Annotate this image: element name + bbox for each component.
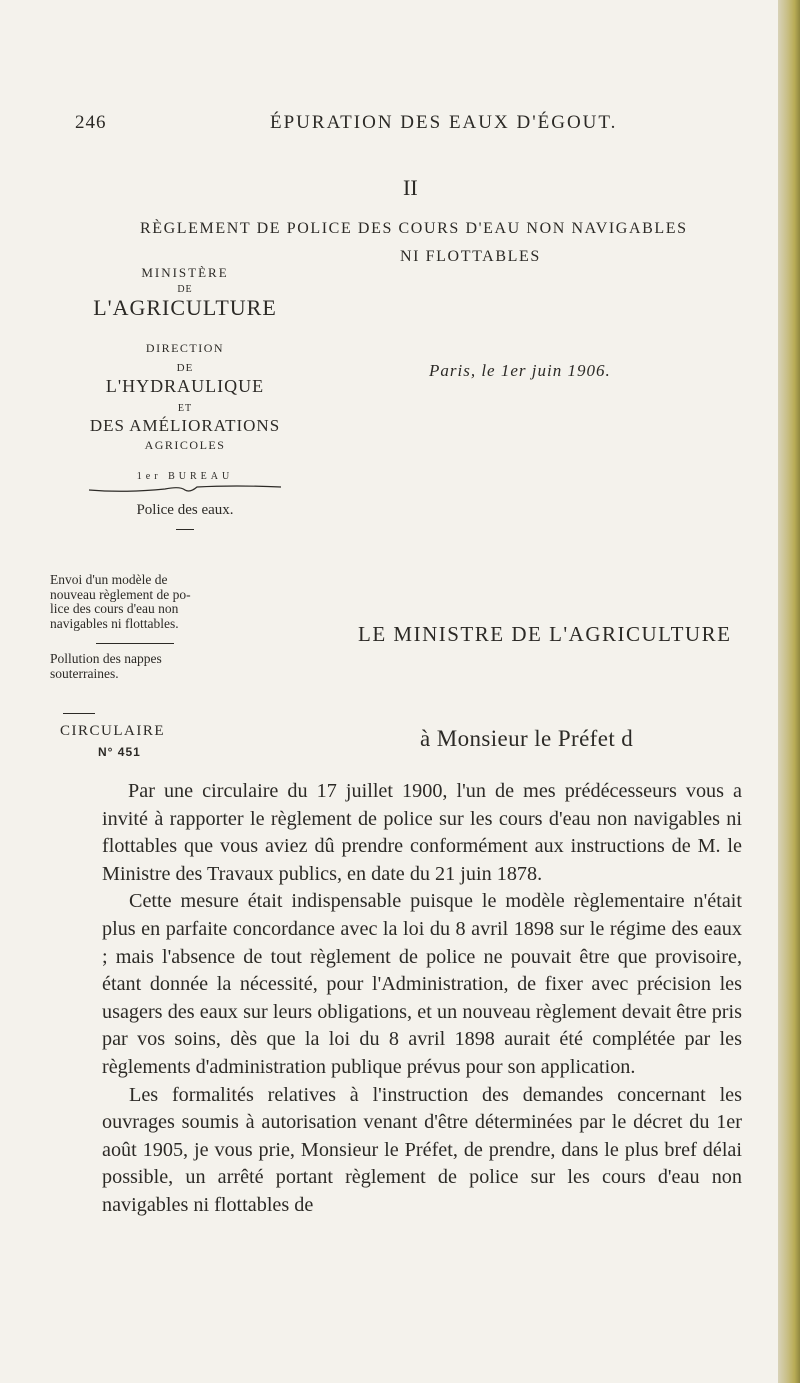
summary-line: Pollution des nappes bbox=[50, 651, 162, 666]
summary-line: lice des cours d'eau non bbox=[50, 601, 179, 616]
ministry-label: MINISTÈRE bbox=[141, 265, 229, 280]
running-title: ÉPURATION DES EAUX D'ÉGOUT. bbox=[270, 112, 618, 133]
summary-subject-2 bbox=[50, 652, 162, 681]
document-title-line-2: NI FLOTTABLES bbox=[400, 248, 541, 265]
ministry-name: L'AGRICULTURE bbox=[93, 295, 277, 320]
bureau-label: 1er BUREAU bbox=[136, 471, 234, 482]
letter-date: Paris, le 1er juin 1906. bbox=[429, 361, 611, 380]
summary-line: souterraines. bbox=[50, 665, 119, 681]
circular-number: N° 451 bbox=[98, 745, 141, 759]
body-paragraph: Par une circulaire du 17 juillet 1900, l'un de mes prédécesseurs vous a invité à rapporter le règlement de police sur les cours d'eau non navigables ni flottables que vous aviez dû prendre conformément aux instructions de M. le Ministre des Travaux publics, en date du 21 juin 1878. bbox=[102, 780, 742, 885]
direction-hydraulique: L'HYDRAULIQUE bbox=[105, 376, 265, 396]
divider bbox=[96, 643, 174, 644]
ministry-de: DE bbox=[177, 284, 193, 295]
letter-addressee: à Monsieur le Préfet d bbox=[420, 726, 634, 751]
circular-label: CIRCULAIRE bbox=[60, 723, 165, 739]
letter-body bbox=[102, 778, 742, 1220]
flourish-ornament-icon bbox=[85, 484, 285, 494]
summary-line: Envoi d'un modèle de bbox=[50, 572, 168, 587]
ministry-letterhead bbox=[40, 265, 330, 536]
divider bbox=[176, 529, 194, 530]
direction-ameliorations: DES AMÉLIORATIONS bbox=[89, 416, 281, 435]
service-label: Police des eaux. bbox=[136, 502, 234, 518]
summary-line: nouveau règlement de po- bbox=[50, 586, 191, 602]
document-title-line-1: RÈGLEMENT DE POLICE DES COURS D'EAU NON NAVIGABLES bbox=[140, 220, 688, 237]
section-number: II bbox=[403, 175, 418, 200]
direction-label: DIRECTION bbox=[145, 341, 225, 355]
divider bbox=[63, 713, 95, 714]
direction-et: ET bbox=[177, 403, 193, 414]
body-paragraph: Cette mesure était indispensable puisque le modèle règlementaire n'était plus en parfaite concordance avec la loi du 8 avril 1898 sur le régime des eaux ; mais l'absence de tout règlement de police ne pouvait être que provisoire, étant donnée la nécessité, pour l'Administration, de fixer avec précision les usagers des eaux sur leurs obligations, et un nouveau règlement devait être pris par vos soins, dès que la loi du 8 avril 1898 aurait été complétée par les règlements d'administration publique prévus pour son application. bbox=[102, 890, 742, 1078]
summary-subject-1 bbox=[50, 573, 191, 631]
direction-de: DE bbox=[176, 362, 194, 374]
body-paragraph: Les formalités relatives à l'instruction des demandes concernant les ouvrages soumis à autorisation venant d'être déterminées par le décret du 1er août 1905, je vous prie, Monsieur le Préfet, de prendre, dans le plus bref délai possible, un arrêté portant règlement de police sur les cours d'eau non navigables ni flottables de bbox=[102, 1083, 742, 1216]
page-edge bbox=[778, 0, 800, 1383]
letter-sender: LE MINISTRE DE L'AGRICULTURE bbox=[358, 622, 732, 646]
direction-agricoles: AGRICOLES bbox=[144, 438, 226, 452]
summary-line: navigables ni flottables. bbox=[50, 615, 179, 631]
page-number: 246 bbox=[75, 112, 107, 133]
